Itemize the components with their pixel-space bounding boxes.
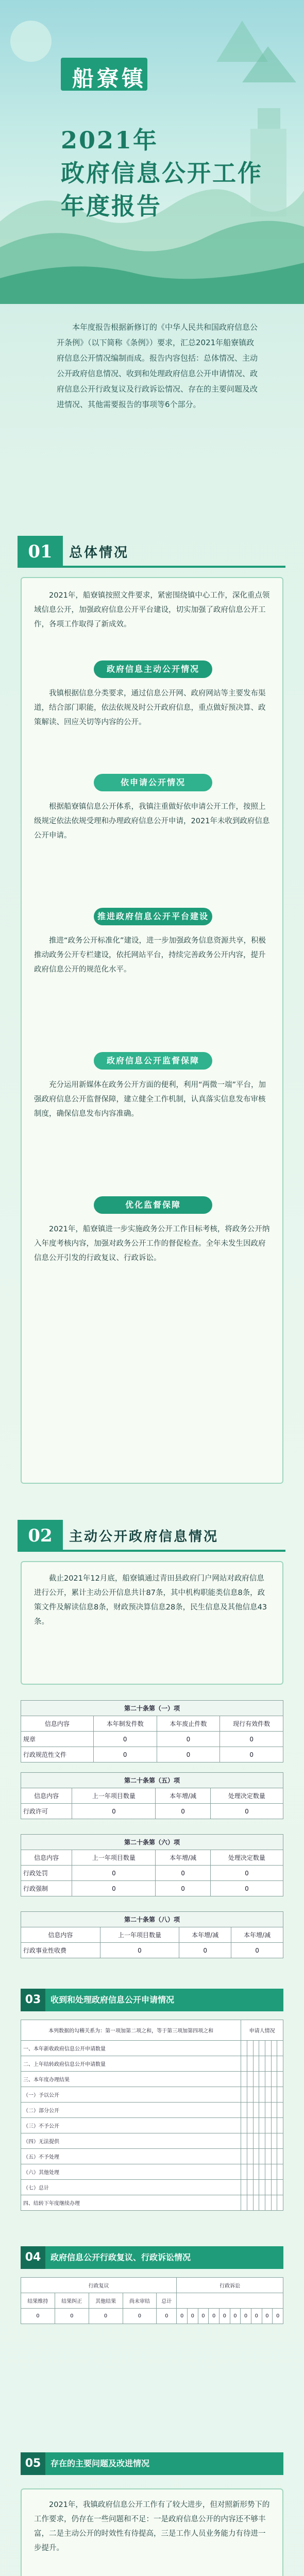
section-header-overview	[18, 536, 285, 568]
table-cell: 0	[209, 2309, 219, 2324]
table-header: 信息内容	[21, 1850, 72, 1866]
overview-subhead: 依申请公开情况	[94, 774, 212, 791]
table-header: 行政复议	[21, 2278, 177, 2293]
table-row	[21, 2180, 283, 2195]
table-header: 本年制发件数	[93, 1716, 157, 1732]
section-number: 05	[21, 2452, 45, 2475]
table-cell: 行政规范性文件	[21, 1747, 94, 1762]
table-row	[21, 2118, 283, 2133]
table-row	[21, 2164, 283, 2180]
table-header: 申请人情况	[241, 2020, 283, 2041]
table-cell: 0	[89, 2309, 123, 2324]
table-row	[21, 1747, 283, 1762]
section-title: 收到和处理政府信息公开申请情况	[50, 1995, 175, 2005]
table-cell: 0	[72, 1881, 156, 1896]
section-title: 存在的主要问题及改进情况	[50, 2459, 150, 2468]
table-cell: 0	[210, 1804, 283, 1819]
table-cell: （六）其他处理	[21, 2164, 241, 2180]
table-applications	[21, 2020, 283, 2211]
section-underline	[18, 1550, 285, 1552]
table-row	[21, 1804, 283, 1819]
table-cell: 0	[210, 1881, 283, 1896]
table-cell: 规章	[21, 1732, 94, 1747]
table-cell: 行政许可	[21, 1804, 72, 1819]
table-cell: 0	[241, 2309, 251, 2324]
table-cell: 0	[157, 1747, 220, 1762]
overview-paragraph: 2021年，船寮镇按照文件要求，紧密围绕镇中心工作，深化重点领域信息公开，加强政府信息公开平台建设，切实加强了政府信息公开工作，各项工作取得了新成效。	[34, 591, 270, 629]
section-underline	[18, 566, 285, 568]
table-cell: 0	[93, 1732, 157, 1747]
table-cell: 总计	[157, 2293, 177, 2309]
table-cell: 结果维持	[21, 2293, 55, 2309]
table-row	[21, 2195, 283, 2211]
table-caption: 第二十条第（八）项	[21, 1912, 283, 1927]
table-header: 信息内容	[21, 1716, 94, 1732]
table-cell: 三、本年度办理结果	[21, 2072, 241, 2087]
table-header: 处理决定数量	[210, 1850, 283, 1866]
table-cell: 0	[100, 1943, 179, 1958]
table-cell: 0	[179, 1943, 231, 1958]
table-header: 本年增/减	[231, 1927, 283, 1943]
table-row	[21, 2072, 283, 2087]
table-header: 行政诉讼	[177, 2278, 283, 2293]
section-title: 政府信息公开行政复议、行政诉讼情况	[50, 2252, 191, 2262]
table-cell: 0	[156, 1866, 210, 1881]
table-row	[21, 2087, 283, 2103]
table-cell: 0	[219, 2309, 230, 2324]
proactive-paragraph: 截止2021年12月底，船寮镇通过青田县政府门户网站对政府信息进行公开，累计主动公开信息共计87条，其中机构职能类信息8条，政策文件及解读信息8条，财政预决算信息28条，民生信息及其他信息43条。	[34, 1574, 267, 1626]
table-review-litigation	[21, 2277, 283, 2324]
table-cell: （三）不予公开	[21, 2118, 241, 2133]
section-banner-problems	[21, 2452, 283, 2475]
table-article20-8	[21, 1911, 283, 1958]
table-header: 上一年项目数量	[72, 1788, 156, 1804]
table-cell: 0	[21, 2309, 55, 2324]
table-caption: 第二十条第（一）项	[21, 1701, 283, 1716]
table-cell: 0	[72, 1804, 156, 1819]
table-row	[21, 2056, 283, 2072]
table-cell: （七）总计	[21, 2180, 241, 2195]
table-cell: （二）部分公开	[21, 2103, 241, 2118]
table-cell: 行政事业性收费	[21, 1943, 100, 1958]
table-cell: 0	[93, 1747, 157, 1762]
table-header: 本年废止件数	[157, 1716, 220, 1732]
table-cell: 0	[198, 2309, 209, 2324]
table-cell: 尚未审结	[123, 2293, 157, 2309]
report-header	[0, 0, 304, 304]
section-title: 主动公开政府信息情况	[69, 1529, 219, 1545]
table-cell: 0	[157, 2309, 177, 2324]
table-cell: 0	[262, 2309, 273, 2324]
section-header-proactive	[18, 1520, 285, 1552]
title-year: 2021年	[61, 126, 159, 154]
section-banner-review	[21, 2246, 283, 2269]
section-banner-apply	[21, 1989, 283, 2011]
table-caption: 第二十条第（六）项	[21, 1835, 283, 1850]
table-cell: 0	[220, 1747, 283, 1762]
table-header: 信息内容	[21, 1788, 72, 1804]
table-cell: 0	[72, 1866, 156, 1881]
table-row	[21, 1881, 283, 1896]
table-row	[21, 1943, 283, 1958]
table-cell: 0	[210, 1866, 283, 1881]
table-header: 本年增/减	[179, 1927, 231, 1943]
table-row	[21, 2041, 283, 2056]
table-row	[21, 2309, 283, 2324]
table-cell: （一）予以公开	[21, 2087, 241, 2103]
table-cell: 0	[188, 2309, 198, 2324]
table-cell: 其他结果	[89, 2293, 123, 2309]
table-cell: 0	[251, 2309, 262, 2324]
table-cell: 四、结转下年度继续办理	[21, 2195, 241, 2211]
overview-subhead: 政府信息公开监督保障	[94, 1052, 212, 1070]
overview-subhead: 推进政府信息公开平台建设	[94, 908, 212, 925]
table-cell: （四）无法提供	[21, 2133, 241, 2149]
table-cell: 0	[220, 1732, 283, 1747]
table-header: 现行有效件数	[220, 1716, 283, 1732]
table-header: 信息内容	[21, 1927, 100, 1943]
table-cell: 一、本年新收政府信息公开申请数量	[21, 2041, 241, 2056]
title-sub: 年度报告	[61, 192, 162, 220]
table-cell: 结果纠正	[55, 2293, 89, 2309]
section-number: 02	[18, 1520, 63, 1552]
table-header: 上一年项目数量	[100, 1927, 179, 1943]
table-cell: 0	[156, 1881, 210, 1896]
table-row	[21, 2103, 283, 2118]
table-cell: 0	[55, 2309, 89, 2324]
overview-paragraph: 充分运用新媒体在政务公开方面的便利，利用“两微一端”平台，加强政府信息公开监督保障，建立健全工作机制，认真落实信息发布审核制度，确保信息发布内容准确。	[34, 1081, 266, 1118]
overview-card	[21, 577, 283, 1484]
report-title	[61, 124, 263, 223]
section-number: 01	[18, 536, 63, 568]
overview-paragraph: 推进“政务公开标准化”建设，进一步加强政务信息资源共享，积极推动政务公开专栏建设，依托网站平台，持续完善政务公开内容，提升政府信息公开的规范化水平。	[34, 937, 266, 974]
problems-paragraph: 2021年，我镇政府信息公开工作有了较大进步，但对照新形势下的工作要求，仍存在一些问题和不足：一是政府信息公开的内容还不够丰富，二是主动公开的时效性有待提高，三是工作人员业务能力有待进一步提升。	[34, 2501, 270, 2552]
table-caption: 第二十条第（五）项	[21, 1773, 283, 1788]
table-cell: 行政强制	[21, 1881, 72, 1896]
table-cell: 0	[230, 2309, 241, 2324]
table-article20-5	[21, 1772, 283, 1819]
table-cell: 0	[156, 1804, 210, 1819]
overview-paragraph: 2021年，船寮镇进一步实施政务公开工作目标考核，将政务公开纳入年度考核内容，加强对政务公开工作的督促检查。全年未发生因政府信息公开引发的行政复议、行政诉讼。	[34, 1225, 270, 1262]
proactive-card	[21, 1561, 283, 1685]
table-row	[21, 1732, 283, 1747]
table-article20-6	[21, 1834, 283, 1896]
table-cell: 二、上年结转政府信息公开申请数量	[21, 2056, 241, 2072]
table-cell: （五）不予处理	[21, 2149, 241, 2164]
section-number: 03	[21, 1989, 45, 2011]
overview-subhead: 优化监督保障	[94, 1196, 212, 1214]
town-tag	[61, 58, 147, 91]
table-row	[21, 2149, 283, 2164]
table-row	[21, 2133, 283, 2149]
town-name: 船寮镇	[72, 66, 147, 91]
table-cell: 0	[123, 2309, 157, 2324]
table-cell: 0	[273, 2309, 283, 2324]
table-header: 上一年项目数量	[72, 1850, 156, 1866]
overview-paragraph: 根据船寮镇信息公开体系，我镇注重做好依申请公开工作，按照上级规定依法依规受理和办理政府信息公开申请，2021年未收到政府信息公开申请。	[34, 803, 270, 840]
table-header: 本列数据的勾稽关系为：第一项加第二项之和，等于第三项加第四项之和	[21, 2020, 241, 2041]
table-cell: 0	[157, 1732, 220, 1747]
section-number: 04	[21, 2246, 45, 2269]
table-cell: 0	[231, 1943, 283, 1958]
table-row	[21, 1866, 283, 1881]
section-title: 总体情况	[69, 545, 129, 561]
table-cell: 行政处罚	[21, 1866, 72, 1881]
table-header: 本年增/减	[156, 1850, 210, 1866]
title-main: 政府信息公开工作	[61, 159, 263, 187]
table-header: 处理决定数量	[210, 1788, 283, 1804]
table-cell: 0	[177, 2309, 188, 2324]
table-header: 本年增/减	[156, 1788, 210, 1804]
table-article20-1	[21, 1700, 283, 1762]
intro-paragraph: 本年度报告根据新修订的《中华人民共和国政府信息公开条例》（以下简称《条例》）要求，汇总2021年船寮镇政府信息公开情况编制而成。报告内容包括：总体情况、主动公开政府信息情况、收到和处理政府信息公开申请情况、政府信息公开行政复议及行政诉讼情况、存在的主要问题及改进情况、其他需要报告的事项等6个部分。	[57, 323, 258, 409]
overview-paragraph: 我镇根据信息分类要求，通过信息公开网、政府网站等主要发布渠道，结合部门职能，依法依规及时公开政府信息，重点做好预决算、政策解读、回应关切等内容的公开。	[34, 689, 266, 726]
overview-subhead: 政府信息主动公开情况	[94, 660, 212, 678]
problems-card	[21, 2488, 283, 2576]
